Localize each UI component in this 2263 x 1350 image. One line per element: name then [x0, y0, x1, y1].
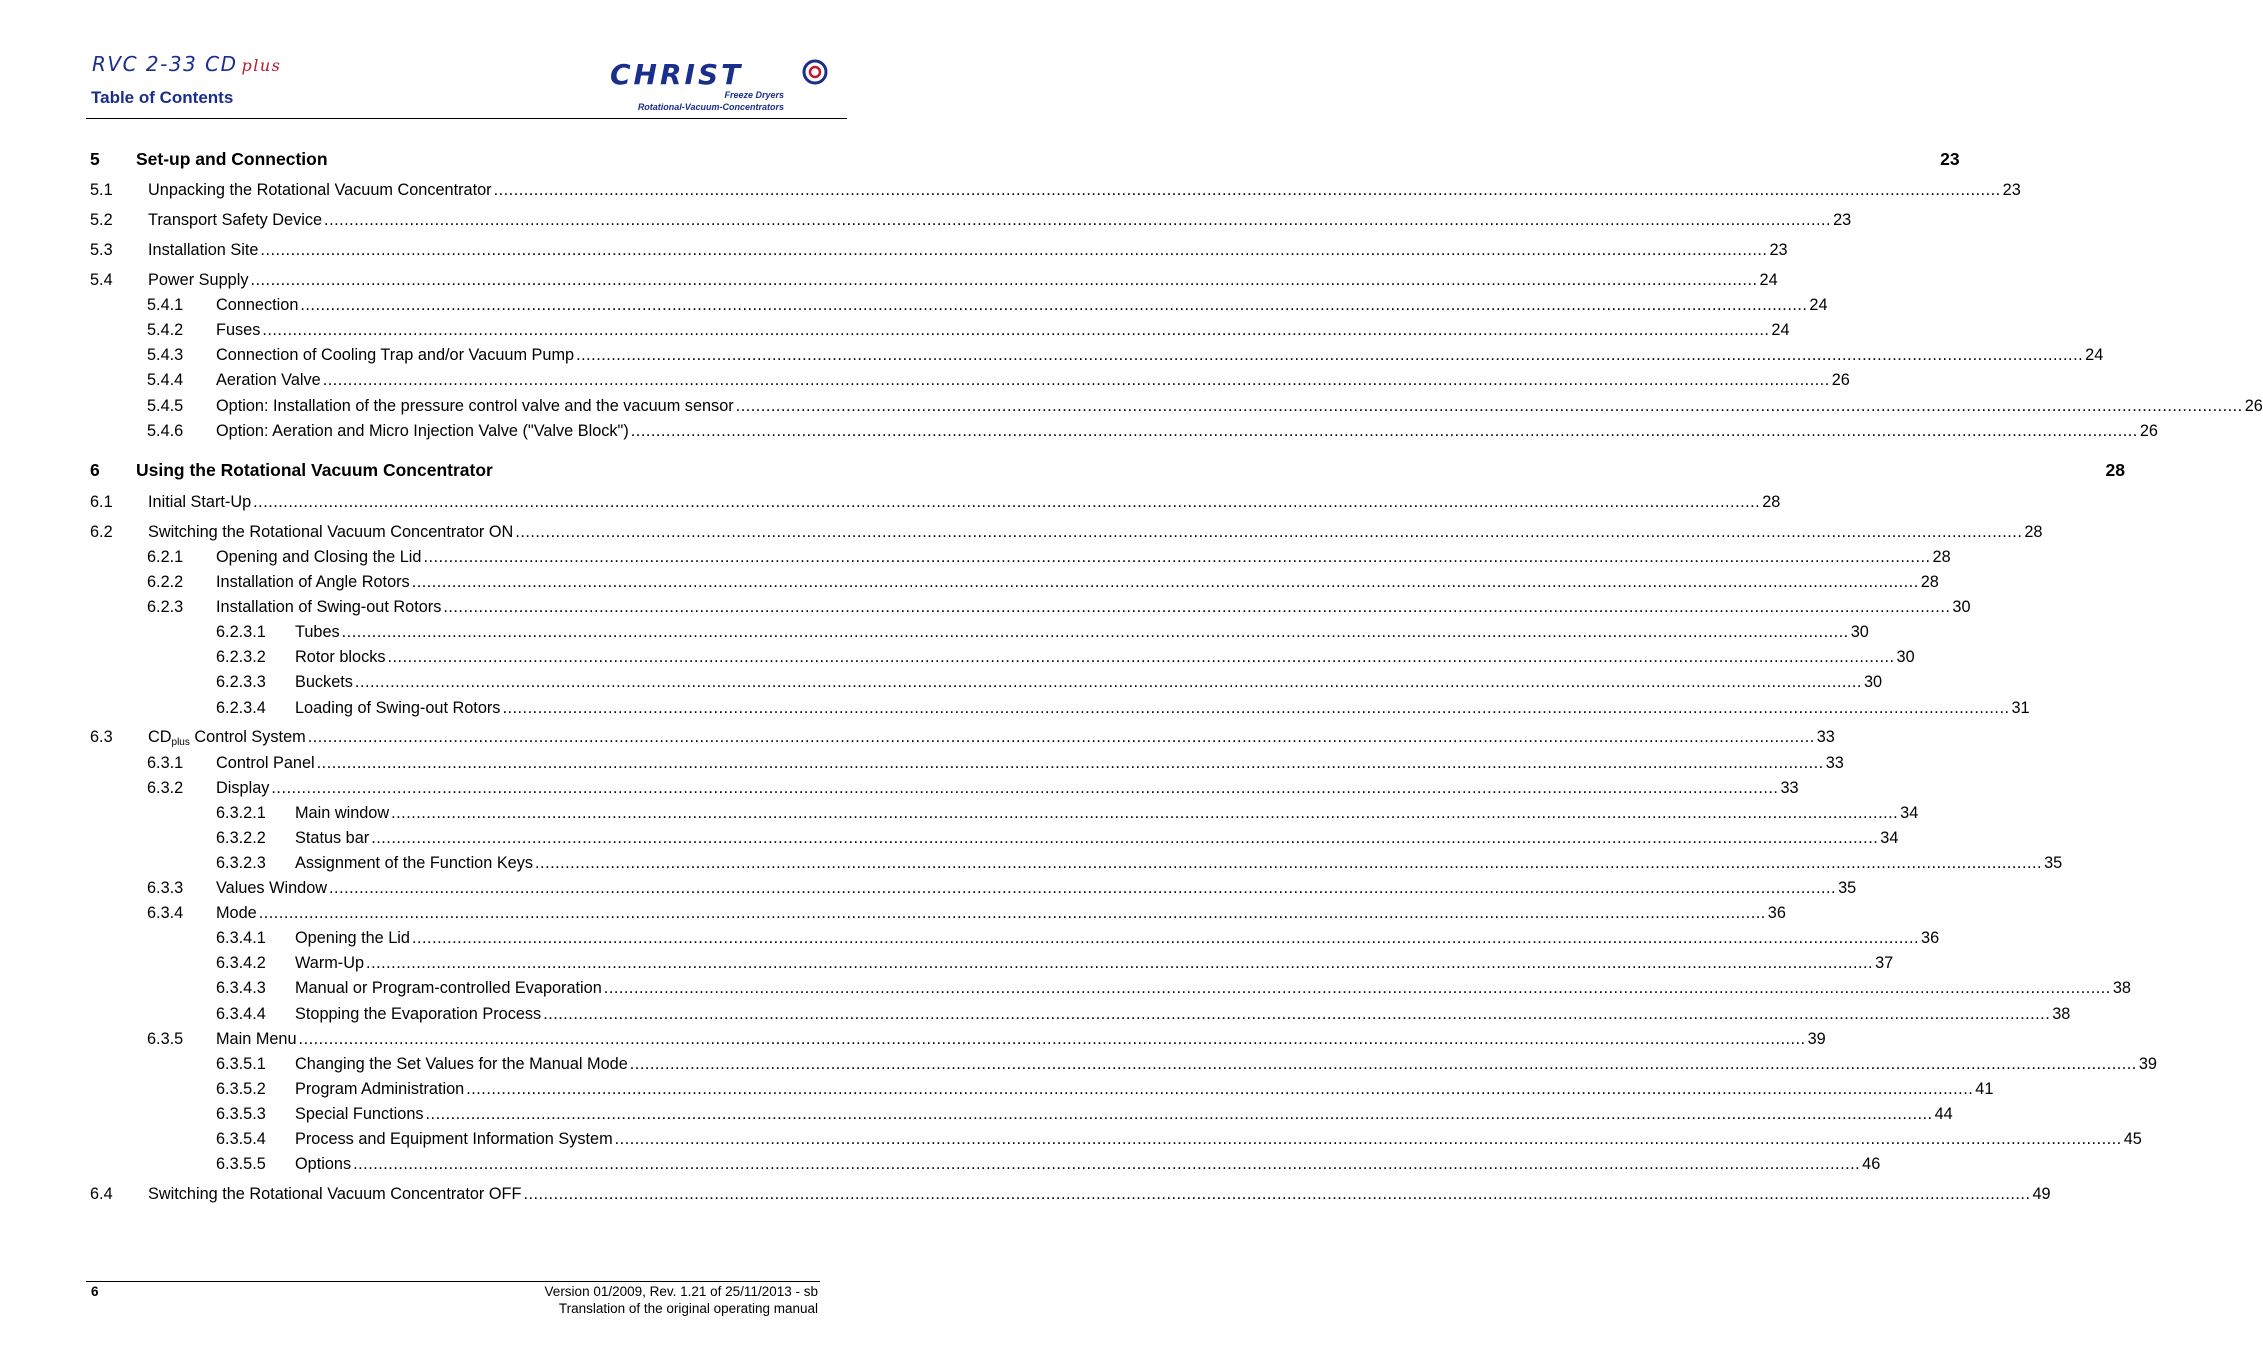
toc-entry-title-line	[295, 827, 1899, 849]
toc-entry-title-text: Mode	[216, 904, 257, 922]
toc-dot-leader: ............................................................................................................................................................................................................................................................................................................	[371, 829, 1879, 847]
toc-entry-title-text: Aeration Valve	[216, 371, 321, 389]
toc-dot-leader: ............................................................................................................................................................................................................................................................................................................	[443, 598, 1951, 616]
toc-entry-page: 28	[1920, 573, 1939, 591]
toc-entry-page: 26	[2244, 397, 2263, 415]
toc-entry-title-line	[148, 1183, 2051, 1205]
toc-entry-title	[136, 459, 493, 481]
toc-entry-page: 26	[2139, 422, 2158, 440]
toc-entry-title-line	[216, 369, 1850, 391]
toc-entry-title-text: Opening the Lid	[295, 929, 410, 947]
logo-wordmark: CHRIST	[610, 58, 744, 91]
toc-entry[interactable]	[90, 1128, 2142, 1150]
toc-entry-title	[216, 902, 257, 924]
toc-entry-title-line	[216, 902, 1786, 924]
translation-note: Translation of the original operating manual	[558, 1301, 818, 1316]
toc-entry-title-line	[136, 459, 2125, 481]
toc-entry-title-line	[216, 294, 1828, 316]
toc-entry-title-text: Control Panel	[216, 754, 315, 772]
toc-entry-title-line	[216, 571, 1939, 593]
toc-entry-page: 30	[1863, 673, 1883, 691]
toc-entry-number: 5.2	[90, 211, 113, 229]
document-model-title	[92, 52, 281, 76]
toc-dot-leader: ............................................................................................................................................................................................................................................................................................................	[576, 346, 2084, 364]
toc-entry-title	[148, 491, 251, 513]
toc-entry-title	[216, 1028, 297, 1050]
toc-entry[interactable]	[90, 902, 1786, 924]
toc-entry-title-text: Connection of Cooling Trap and/or Vacuum Pump	[216, 346, 575, 364]
toc-entry-title-line	[216, 546, 1951, 568]
toc-entry-title-line	[216, 596, 1971, 618]
toc-entry-title-line	[148, 239, 1788, 261]
toc-entry-title-line	[295, 671, 1883, 693]
toc-entry-title	[295, 802, 389, 824]
toc-entry[interactable]	[90, 269, 1778, 291]
toc-entry-title	[216, 596, 441, 618]
toc-entry-title-line	[216, 877, 1857, 899]
toc-entry-title-text: CD	[148, 728, 172, 746]
christ-logo	[606, 52, 846, 116]
toc-entry-title	[148, 269, 248, 291]
toc-entry[interactable]	[90, 1153, 1881, 1175]
toc-entry[interactable]	[90, 752, 1844, 774]
toc-entry-title	[216, 344, 574, 366]
toc-dot-leader: ............................................................................................................................................................................................................................................................................................................	[493, 181, 2001, 199]
toc-dot-leader: ............................................................................................................................................................................................................................................................................................................	[354, 673, 1862, 691]
toc-entry-number: 5	[90, 149, 100, 169]
toc-dot-leader: ............................................................................................................................................................................................................................................................................................................	[535, 854, 2043, 872]
toc-entry-number: 6.3.4	[147, 904, 184, 922]
toc-entry-title	[148, 1183, 521, 1205]
toc-entry-title-text: Transport Safety Device	[148, 211, 323, 229]
toc-entry-title	[216, 752, 315, 774]
toc-dot-leader: ............................................................................................................................................................................................................................................................................................................	[307, 728, 1815, 746]
toc-dot-leader: ............................................................................................................................................................................................................................................................................................................	[387, 648, 1895, 666]
toc-entry-title-line	[216, 777, 1799, 799]
toc-entry-number: 6.3.2.1	[216, 804, 266, 822]
toc-entry-page: 28	[2024, 523, 2043, 541]
toc-entry-title	[148, 521, 513, 543]
toc-dot-leader: ............................................................................................................................................................................................................................................................................................................	[329, 879, 1837, 897]
toc-entry-page: 28	[2105, 460, 2125, 480]
toc-entry-page: 34	[1880, 829, 1899, 847]
toc-entry[interactable]	[90, 671, 1883, 693]
toc-entry-number: 6.2.2	[147, 573, 184, 591]
toc-entry[interactable]	[90, 369, 1850, 391]
toc-entry-title-text: Unpacking the Rotational Vacuum Concentrator	[148, 181, 492, 199]
logo-tagline-1: Freeze Dryers	[724, 90, 784, 100]
toc-entry-number: 6.3.4.2	[216, 954, 266, 972]
toc-entry-title	[295, 1053, 628, 1075]
toc-entry-title-text: Initial Start-Up	[148, 493, 252, 511]
toc-entry-title-line	[148, 726, 1835, 748]
toc-entry-title	[216, 877, 327, 899]
toc-entry-title-text: Main Menu	[216, 1030, 297, 1048]
toc-entry-title-line	[295, 802, 1919, 824]
toc-entry-title-line	[295, 927, 1940, 949]
toc-entry-page: 35	[1838, 879, 1857, 897]
toc-entry-title	[295, 621, 340, 643]
toc-dot-leader: ............................................................................................................................................................................................................................................................................................................	[391, 804, 1899, 822]
toc-entry-number: 6.4	[90, 1185, 113, 1203]
toc-entry-title	[295, 671, 353, 693]
toc-entry-title-text: Opening and Closing the Lid	[216, 548, 422, 566]
toc-entry[interactable]	[90, 1028, 1826, 1050]
toc-dot-leader: ............................................................................................................................................................................................................................................................................................................	[603, 979, 2111, 997]
toc-entry-title	[295, 827, 369, 849]
toc-entry-title-line	[295, 1128, 2142, 1150]
toc-dot-leader: ............................................................................................................................................................................................................................................................................................................	[250, 271, 1758, 289]
toc-entry-number: 6.1	[90, 493, 113, 511]
toc-dot-leader: ............................................................................................................................................................................................................................................................................................................	[341, 623, 1849, 641]
toc-entry-number: 6.3.3	[147, 879, 184, 897]
toc-entry[interactable]	[90, 1053, 2157, 1075]
toc-dot-leader: ............................................................................................................................................................................................................................................................................................................	[262, 321, 1770, 339]
toc-dot-leader: ............................................................................................................................................................................................................................................................................................................	[425, 1105, 1933, 1123]
toc-entry-title	[216, 777, 269, 799]
toc-entry-title	[216, 571, 410, 593]
toc-entry[interactable]	[90, 596, 1971, 618]
toc-entry[interactable]	[90, 927, 1940, 949]
toc-entry-number: 6.3.1	[147, 754, 184, 772]
toc-entry-title-text: Warm-Up	[295, 954, 365, 972]
toc-entry[interactable]	[90, 646, 1915, 668]
toc-entry-title-line	[136, 148, 1960, 170]
toc-entry-title-text: Stopping the Evaporation Process	[295, 1005, 542, 1023]
toc-entry-number: 6.2.1	[147, 548, 184, 566]
toc-entry-title-text: Loading of Swing-out Rotors	[295, 699, 501, 717]
toc-entry[interactable]	[90, 877, 1857, 899]
toc-entry[interactable]	[90, 1103, 1953, 1125]
toc-entry-number: 6.2.3	[147, 598, 184, 616]
toc-entry-title	[295, 1003, 541, 1025]
toc-entry[interactable]	[90, 1183, 2051, 1205]
toc-entry-title-text: Power Supply	[148, 271, 249, 289]
toc-entry-page: 28	[1932, 548, 1951, 566]
toc-entry-title-text: Set-up and Connection	[136, 149, 328, 169]
toc-entry-title	[295, 1078, 464, 1100]
toc-entry-title-rest: Control System	[189, 728, 306, 746]
toc-entry[interactable]	[90, 1003, 2071, 1025]
toc-entry[interactable]	[90, 294, 1828, 316]
toc-dot-leader: ............................................................................................................................................................................................................................................................................................................	[366, 954, 1874, 972]
toc-entry-title-subscript: plus	[171, 737, 190, 748]
toc-entry-number: 6.3.5.2	[216, 1080, 266, 1098]
toc-entry-number: 6.2.3.4	[216, 699, 266, 717]
toc-entry-title	[295, 646, 386, 668]
toc-entry-title	[148, 239, 258, 261]
toc-dot-leader: ............................................................................................................................................................................................................................................................................................................	[523, 1185, 2031, 1203]
toc-entry-number: 6.3.5.1	[216, 1055, 266, 1073]
toc-entry-title-text: Manual or Program-controlled Evaporation	[295, 979, 602, 997]
toc-entry-title-text: Display	[216, 779, 270, 797]
toc-entry-page: 23	[1833, 211, 1852, 229]
toc-entry-title-text: Installation of Swing-out Rotors	[216, 598, 442, 616]
toc-entry-title	[148, 726, 306, 748]
toc-entry-number: 5.4.5	[147, 397, 184, 415]
toc-entry[interactable]	[90, 546, 1951, 568]
toc-entry-title-line	[216, 752, 1844, 774]
toc-entry[interactable]	[90, 827, 1899, 849]
toc-entry-title-text: Changing the Set Values for the Manual Mode	[295, 1055, 628, 1073]
toc-entry-title-line	[295, 977, 2131, 999]
toc-entry-title	[216, 395, 734, 417]
toc-entry-title-line	[295, 1078, 1994, 1100]
toc-entry-title	[136, 148, 328, 170]
toc-entry[interactable]	[90, 571, 1939, 593]
toc-entry-number: 5.4.6	[147, 422, 184, 440]
toc-dot-leader: ............................................................................................................................................................................................................................................................................................................	[411, 929, 1920, 947]
toc-entry[interactable]	[90, 459, 2125, 481]
toc-entry[interactable]	[90, 726, 1835, 748]
toc-entry-page: 30	[1952, 598, 1971, 616]
toc-dot-leader: ............................................................................................................................................................................................................................................................................................................	[629, 1055, 2137, 1073]
toc-entry-title-text: Assignment of the Function Keys	[295, 854, 534, 872]
toc-entry-title-line	[216, 420, 2158, 442]
toc-entry-title	[148, 209, 322, 231]
toc-entry-title	[216, 546, 421, 568]
toc-entry-page: 36	[1767, 904, 1786, 922]
model-plus-suffix: plus	[241, 56, 282, 75]
toc-dot-leader: ............................................................................................................................................................................................................................................................................................................	[316, 754, 1824, 772]
toc-entry[interactable]	[90, 952, 1894, 974]
toc-entry[interactable]	[90, 344, 2104, 366]
toc-entry-number: 6	[90, 460, 100, 480]
toc-entry-title-line	[295, 952, 1894, 974]
toc-dot-leader: ............................................................................................................................................................................................................................................................................................................	[614, 1130, 2122, 1148]
toc-entry-title-text: Connection	[216, 296, 299, 314]
toc-entry-title-line	[148, 179, 2021, 201]
toc-entry-page: 33	[1780, 779, 1799, 797]
toc-entry-page: 34	[1900, 804, 1919, 822]
toc-entry-title-text: Tubes	[295, 623, 340, 641]
toc-entry-number: 5.4.4	[147, 371, 184, 389]
toc-entry-title-line	[216, 319, 1790, 341]
toc-entry-page: 24	[1759, 271, 1778, 289]
toc-entry-title	[216, 369, 321, 391]
toc-entry[interactable]	[90, 802, 1919, 824]
toc-entry-title	[148, 179, 492, 201]
toc-entry-title-text: Option: Aeration and Micro Injection Valve ("Valve Block")	[216, 422, 629, 440]
toc-entry-number: 6.2	[90, 523, 113, 541]
toc-entry-title-text: Program Administration	[295, 1080, 465, 1098]
toc-entry-title-line	[295, 646, 1915, 668]
toc-entry-page: 38	[2112, 979, 2131, 997]
toc-entry[interactable]	[90, 319, 1790, 341]
toc-entry-title-text: Installation Site	[148, 241, 259, 259]
toc-entry-title	[295, 952, 364, 974]
toc-entry-page: 30	[1850, 623, 1869, 641]
toc-entry-title-line	[295, 621, 1869, 643]
toc-entry-number: 5.4.2	[147, 321, 184, 339]
toc-entry-title-line	[295, 1003, 2071, 1025]
toc-entry[interactable]	[90, 395, 2263, 417]
page-number: 6	[91, 1284, 99, 1299]
toc-entry-title-line	[148, 491, 1781, 513]
toc-entry-number: 6.3.2.3	[216, 854, 266, 872]
toc-entry-title-line	[295, 852, 2063, 874]
toc-entry-page: 36	[1921, 929, 1940, 947]
toc-entry-title-text: Fuses	[216, 321, 261, 339]
toc-entry-title	[216, 319, 260, 341]
toc-entry-title-text: Switching the Rotational Vacuum Concentrator OFF	[148, 1185, 522, 1203]
toc-entry[interactable]	[90, 148, 1960, 170]
toc-entry-title	[295, 1128, 613, 1150]
toc-entry[interactable]	[90, 491, 1781, 513]
toc-entry[interactable]	[90, 239, 1788, 261]
toc-entry[interactable]	[90, 621, 1869, 643]
toc-entry-title-line	[148, 269, 1778, 291]
toc-entry-number: 6.3.2	[147, 779, 184, 797]
toc-entry-page: 37	[1875, 954, 1894, 972]
toc-entry-title-line	[295, 1153, 1881, 1175]
toc-entry[interactable]	[90, 852, 2063, 874]
toc-dot-leader: ............................................................................................................................................................................................................................................................................................................	[423, 548, 1931, 566]
toc-entry-page: 38	[2052, 1005, 2071, 1023]
toc-entry-number: 6.3.4.3	[216, 979, 266, 997]
toc-entry-title-line	[216, 395, 2263, 417]
toc-entry-number: 5.1	[90, 181, 113, 199]
toc-entry-number: 6.3.5.4	[216, 1130, 266, 1148]
toc-entry[interactable]	[90, 420, 2158, 442]
toc-entry-page: 41	[1975, 1080, 1994, 1098]
toc-entry-title	[216, 420, 629, 442]
toc-entry-page: 46	[1862, 1155, 1881, 1173]
toc-entry-number: 5.3	[90, 241, 113, 259]
toc-dot-leader: ............................................................................................................................................................................................................................................................................................................	[271, 779, 1779, 797]
toc-entry[interactable]	[90, 1078, 1994, 1100]
toc-entry-title-text: Switching the Rotational Vacuum Concentrator ON	[148, 523, 514, 541]
toc-entry-number: 6.3.2.2	[216, 829, 266, 847]
logo-tagline-2: Rotational-Vacuum-Concentrators	[637, 102, 784, 112]
toc-entry-title	[295, 927, 410, 949]
toc-entry-title-line	[148, 521, 2043, 543]
toc-entry-page: 39	[2138, 1055, 2157, 1073]
toc-entry-number: 5.4	[90, 271, 113, 289]
toc-dot-leader: ............................................................................................................................................................................................................................................................................................................	[353, 1155, 1861, 1173]
toc-dot-leader: ............................................................................................................................................................................................................................................................................................................	[324, 211, 1832, 229]
toc-entry-title-text: Status bar	[295, 829, 370, 847]
toc-entry-page: 35	[2044, 854, 2063, 872]
toc-entry-number: 6.2.3.3	[216, 673, 266, 691]
toc-entry-number: 6.3.5.5	[216, 1155, 266, 1173]
toc-dot-leader: ............................................................................................................................................................................................................................................................................................................	[253, 493, 1761, 511]
toc-entry-number: 6.3	[90, 728, 113, 746]
toc-entry-title-text: Installation of Angle Rotors	[216, 573, 410, 591]
toc-entry-title-text: Option: Installation of the pressure control valve and the vacuum sensor	[216, 397, 734, 415]
toc-entry-page: 23	[2002, 181, 2021, 199]
toc-entry-page: 28	[1762, 493, 1781, 511]
model-name: RVC 2-33 CD	[92, 52, 238, 76]
toc-dot-leader: ............................................................................................................................................................................................................................................................................................................	[298, 1030, 1806, 1048]
toc-entry-number: 6.2.3.2	[216, 648, 266, 666]
toc-entry-title-line	[216, 1028, 1826, 1050]
version-info: Version 01/2009, Rev. 1.21 of 25/11/2013 - sb	[544, 1284, 818, 1299]
toc-dot-leader: ............................................................................................................................................................................................................................................................................................................	[258, 904, 1766, 922]
toc-entry-title	[295, 852, 533, 874]
toc-entry-page: 33	[1825, 754, 1844, 772]
toc-entry[interactable]	[90, 521, 2043, 543]
toc-dot-leader: ............................................................................................................................................................................................................................................................................................................	[466, 1080, 1974, 1098]
toc-entry-page: 24	[1771, 321, 1790, 339]
toc-entry-number: 5.4.3	[147, 346, 184, 364]
toc-entry-page: 24	[2085, 346, 2104, 364]
toc-entry-page: 44	[1934, 1105, 1953, 1123]
toc-entry[interactable]	[90, 179, 2021, 201]
toc-entry-number: 6.3.4.4	[216, 1005, 266, 1023]
toc-entry-title	[295, 697, 500, 719]
toc-entry-title	[216, 294, 298, 316]
toc-entry-title	[295, 1103, 424, 1125]
toc-dot-leader: ............................................................................................................................................................................................................................................................................................................	[322, 371, 1830, 389]
toc-entry-title-text: Process and Equipment Information System	[295, 1130, 613, 1148]
toc-entry-number: 6.3.5.3	[216, 1105, 266, 1123]
toc-dot-leader: ............................................................................................................................................................................................................................................................................................................	[502, 699, 2010, 717]
toc-entry-title-text: Buckets	[295, 673, 353, 691]
toc-entry-title-text: Special Functions	[295, 1105, 424, 1123]
toc-entry-title-text: Rotor blocks	[295, 648, 386, 666]
toc-entry-title-line	[295, 697, 2030, 719]
toc-dot-leader: ............................................................................................................................................................................................................................................................................................................	[411, 573, 1919, 591]
toc-entry-title	[295, 977, 602, 999]
toc-entry-title-text: Using the Rotational Vacuum Concentrator	[136, 460, 493, 480]
toc-entry-title-line	[295, 1103, 1953, 1125]
toc-dot-leader: ............................................................................................................................................................................................................................................................................................................	[300, 296, 1808, 314]
toc-entry-title-line	[148, 209, 1852, 231]
toc-entry-page: 31	[2011, 699, 2030, 717]
toc-dot-leader: ............................................................................................................................................................................................................................................................................................................	[735, 397, 2243, 415]
toc-entry-page: 24	[1809, 296, 1828, 314]
toc-entry[interactable]	[90, 977, 2131, 999]
toc-entry-title-text: Values Window	[216, 879, 328, 897]
toc-entry-title	[295, 1153, 351, 1175]
toc-entry-number: 6.2.3.1	[216, 623, 266, 641]
toc-entry-number: 6.3.5	[147, 1030, 184, 1048]
section-heading: Table of Contents	[91, 88, 234, 107]
toc-dot-leader: ............................................................................................................................................................................................................................................................................................................	[515, 523, 2023, 541]
toc-entry-page: 45	[2123, 1130, 2142, 1148]
toc-entry-page: 23	[1940, 149, 1960, 169]
toc-entry-page: 33	[1816, 728, 1835, 746]
toc-dot-leader: ............................................................................................................................................................................................................................................................................................................	[630, 422, 2138, 440]
toc-dot-leader: ............................................................................................................................................................................................................................................................................................................	[543, 1005, 2051, 1023]
toc-entry-title-text: Options	[295, 1155, 352, 1173]
toc-entry-title-line	[295, 1053, 2157, 1075]
toc-entry-page: 26	[1831, 371, 1850, 389]
toc-entry[interactable]	[90, 209, 1852, 231]
toc-entry-page: 49	[2032, 1185, 2051, 1203]
toc-entry[interactable]	[90, 777, 1799, 799]
toc-entry-title-text: Main window	[295, 804, 390, 822]
footer-divider	[86, 1281, 820, 1282]
toc-entry[interactable]	[90, 697, 2030, 719]
toc-entry-page: 30	[1896, 648, 1915, 666]
toc-entry-number: 6.3.4.1	[216, 929, 266, 947]
toc-entry-page: 39	[1807, 1030, 1826, 1048]
toc-entry-number: 5.4.1	[147, 296, 184, 314]
toc-entry-title-line	[216, 344, 2104, 366]
toc-dot-leader: ............................................................................................................................................................................................................................................................................................................	[260, 241, 1768, 259]
toc-entry-page: 23	[1769, 241, 1788, 259]
header-divider	[86, 118, 847, 119]
